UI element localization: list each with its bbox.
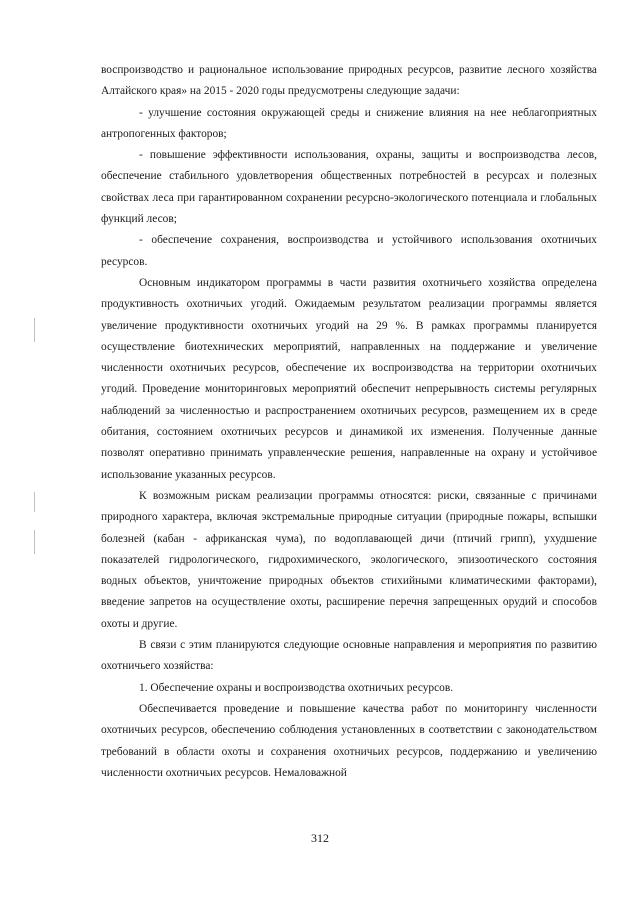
- paragraph-intro: воспроизводство и рациональное использование природных ресурсов, развитие лесного хозяйства Алтайского края» на 2015 - 2020 годы предусмотрены следующие задачи:: [101, 64, 597, 98]
- scan-artifact: [34, 492, 35, 512]
- scan-artifact: [34, 318, 35, 342]
- paragraph-item-1: 1. Обеспечение охраны и воспроизводства охотничьих ресурсов.: [139, 681, 454, 694]
- paragraph-monitoring: Обеспечивается проведение и повышение качества работ по мониторингу численности охотничьих ресурсов, обеспечению соблюдения установленных в соответствии с законодательством требований в области охоты и сохранения охотничьих ресурсов, поддержанию и увеличению численности охотничьих ресурсов. Немаловажной: [101, 702, 597, 779]
- page-body: [101, 60, 597, 784]
- paragraph-task-forests: - повышение эффективности использования, охраны, защиты и воспроизводства лесов, обеспечение стабильного удовлетворения общественных потребностей в ресурсах и полезных свойствах леса при гарантированном сохранении ресурсно-экологического потенциала и глобальных функций лесов;: [101, 149, 597, 226]
- paragraph-risks: К возможным рискам реализации программы относятся: риски, связанные с причинами природного характера, включая экстремальные природные ситуации (природные пожары, вспышки болезней (кабан - африканская чума), по водоплавающей дичи (птичий грипп), ухудшение показателей гидрологического, гидрохимического, экологического, эпизоотического состояния водных объектов, уничтожение природных объектов стихийными климатическими факторами), введение запретов на осуществление охоты, расширение перечня запрещенных орудий и способов охоты и другие.: [101, 489, 597, 630]
- scan-artifact: [34, 530, 35, 554]
- paragraph-indicator: Основным индикатором программы в части развития охотничьего хозяйства определена продуктивность охотничьих угодий. Ожидаемым результатом реализации программы является увеличение продуктивности охотничьих угодий на 29 %. В рамках программы планируется осуществление биотехнических мероприятий, направленных на поддержание и увеличение численности охотничьих ресурсов, обеспечение их воспроизводства на территории охотничьих угодий. Проведение мониторинговых мероприятий обеспечит непрерывность системы регулярных наблюдений за численностью и распространением охотничьих ресурсов, размещением их в среде обитания, состоянием охотничьих ресурсов и динамикой их изменения. Полученные данные позволят оперативно принимать управленческие решения, направленные на охрану и устойчивое использование указанных ресурсов.: [101, 276, 597, 481]
- paragraph-task-hunting-resources: - обеспечение сохранения, воспроизводства и устойчивого использования охотничьих ресурсов.: [101, 234, 597, 268]
- paragraph-directions: В связи с этим планируются следующие основные направления и мероприятия по развитию охотничьего хозяйства:: [101, 639, 597, 673]
- paragraph-task-environment: - улучшение состояния окружающей среды и снижение влияния на нее неблагоприятных антропогенных факторов;: [101, 106, 597, 140]
- page-number: 312: [311, 831, 329, 845]
